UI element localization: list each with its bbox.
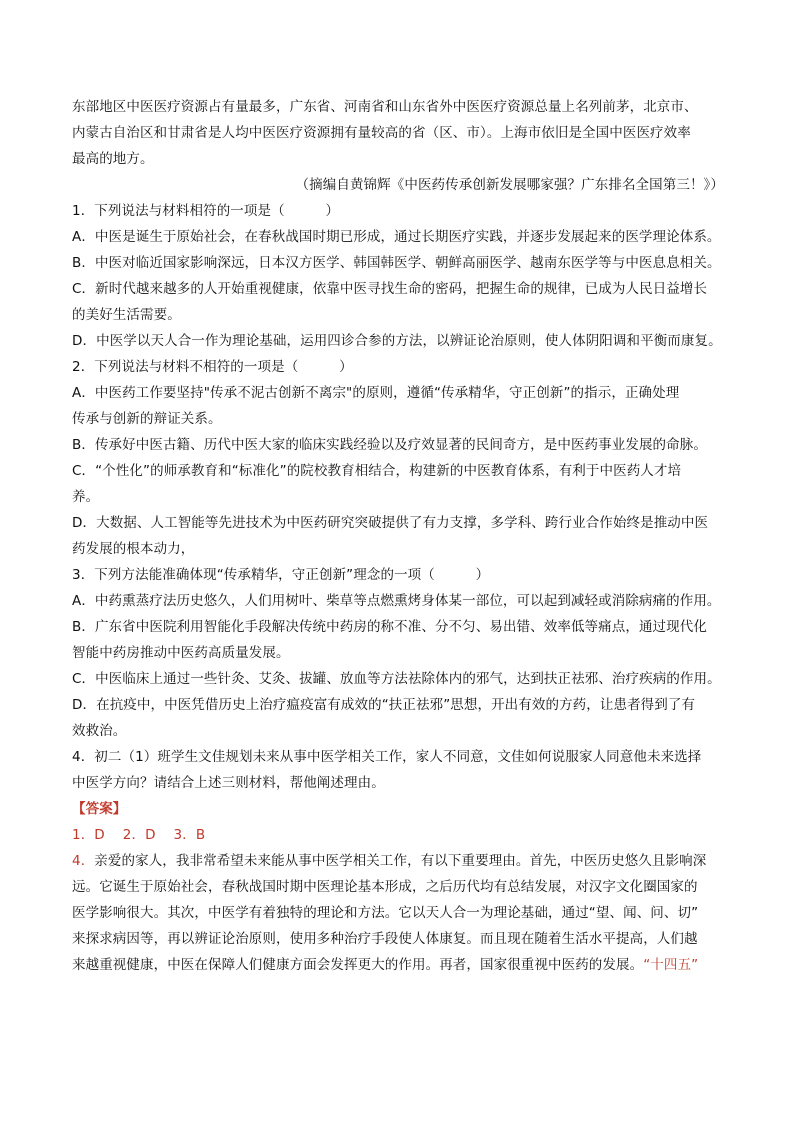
option-c-cont: 的美好生活需要。 xyxy=(72,307,181,323)
option-b-cont: 智能中药房推动中医药高质量发展。 xyxy=(72,645,290,661)
option-d: D．大数据、人工智能等先进技术为中医药研究突破提供了有力支撑，多学科、跨行业合作始终是推动中医 xyxy=(72,515,709,531)
option-d: D．中医学以天人合一作为理论基础，运用四诊合参的方法，以辨证论治原则，使人体阴阳调和平衡而康复。 xyxy=(72,333,722,349)
option-a: A．中医药工作要坚持"传承不泥古创新不离宗"的原则，遵循“传承精华，守正创新”的指示，正确处理 xyxy=(72,385,680,401)
option-a: A．中药熏蒸疗法历史悠久，人们用树叶、柴草等点燃熏烤身体某一部位，可以起到减轻或消除病痛的作用。 xyxy=(72,593,721,609)
answer-4-line: 远。它诞生于原始社会，春秋战国时期中医理论基本形成，之后历代均有总结发展，对汉字文化圈国家的 xyxy=(72,879,698,895)
option-b: B．传承好中医古籍、历代中医大家的临床实践经验以及疗效显著的民间奇方，是中医药事业发展的命脉。 xyxy=(72,437,707,453)
answer-4-line xyxy=(72,848,724,874)
question-2 xyxy=(72,354,724,562)
question-1 xyxy=(72,198,724,354)
document-page xyxy=(72,94,724,978)
option-b: B．中医对临近国家影响深远，日本汉方医学、韩国韩医学、朝鲜高丽医学、越南东医学等与中医息息相关。 xyxy=(72,255,721,271)
option-c: C．新时代越来越多的人开始重视健康，依靠中医寻找生命的密码，把握生命的规律，已成为人民日益增长 xyxy=(72,281,708,297)
answer-section xyxy=(72,796,724,978)
option-b: B．广东省中医院利用智能化手段解决传统中药房的称不准、分不匀、易出错、效率低等痛点，通过现代化 xyxy=(72,619,707,635)
question-4 xyxy=(72,744,724,796)
question-stem: 4．初二（1）班学生文佳规划未来从事中医学相关工作，家人不同意，文佳如何说服家人同意他未来选择 xyxy=(72,749,702,765)
answer-4-highlight: “十四五” xyxy=(643,957,699,973)
question-stem: 1．下列说法与材料相符的一项是（ ） xyxy=(72,203,340,219)
answer-choices: 1．D 2．D 3．B xyxy=(72,827,206,843)
source-citation: （摘编自黄锦辉《中医药传承创新发展哪家强？广东排名全国第三！》） xyxy=(295,177,724,193)
answer-4-line: 来探求病因等，再以辨证论治原则，使用多种治疗手段使人体康复。而且现在随着生活水平提高，人们越 xyxy=(72,931,698,947)
answer-4-line: 医学影响很大。其次，中医学有着独特的理论和方法。它以天人合一为理论基础，通过“望、闻、问、切” xyxy=(72,905,699,921)
option-d: D．在抗疫中，中医凭借历史上治疗瘟疫富有成效的“扶正祛邪”思想，开出有效的方药，让患者得到了有 xyxy=(72,697,696,713)
answer-heading: 【答案】 xyxy=(72,801,127,817)
option-c: C．中医临床上通过一些针灸、艾灸、拔罐、放血等方法祛除体内的邪气，达到扶正祛邪、治疗疾病的作用。 xyxy=(72,671,721,687)
intro-line: 内蒙古自治区和甘肃省是人均中医医疗资源拥有量较高的省（区、市）。上海市依旧是全国中医医疗效率 xyxy=(72,125,691,141)
option-d-cont: 效救治。 xyxy=(72,723,127,739)
intro-line: 东部地区中医医疗资源占有量最多，广东省、河南省和山东省外中医医疗资源总量上名列前茅，北京市、 xyxy=(72,99,698,115)
question-stem-cont: 中医学方向？请结合上述三则材料，帮他阐述理由。 xyxy=(72,775,385,791)
option-c: C．“个性化”的师承教育和“标准化”的院校教育相结合，构建新的中医教育体系，有利于中医药人才培 xyxy=(72,463,682,479)
answer-4-line xyxy=(72,952,724,978)
question-stem: 3．下列方法能准确体现“传承精华，守正创新”理念的一项（ ） xyxy=(72,567,490,583)
question-3 xyxy=(72,562,724,744)
answer-4-number: 4． xyxy=(72,853,95,869)
option-c-cont: 养。 xyxy=(72,489,100,505)
answer-4-text: 来越重视健康，中医在保障人们健康方面会发挥更大的作用。再者，国家很重视中医药的发展。 xyxy=(72,957,644,973)
option-a: A．中医是诞生于原始社会，在春秋战国时期已形成，通过长期医疗实践，并逐步发展起来的医学理论体系。 xyxy=(72,229,721,245)
option-d-cont: 药发展的根本动力， xyxy=(72,541,195,557)
intro-line: 最高的地方。 xyxy=(72,151,154,167)
intro-paragraph xyxy=(72,94,724,172)
option-a-cont: 传承与创新的辩证关系。 xyxy=(72,411,222,427)
question-stem: 2．下列说法与材料不相符的一项是（ ） xyxy=(72,359,353,375)
answer-4-text: 亲爱的家人，我非常希望未来能从事中医学相关工作，有以下重要理由。首先，中医历史悠久且影响深 xyxy=(94,853,707,869)
